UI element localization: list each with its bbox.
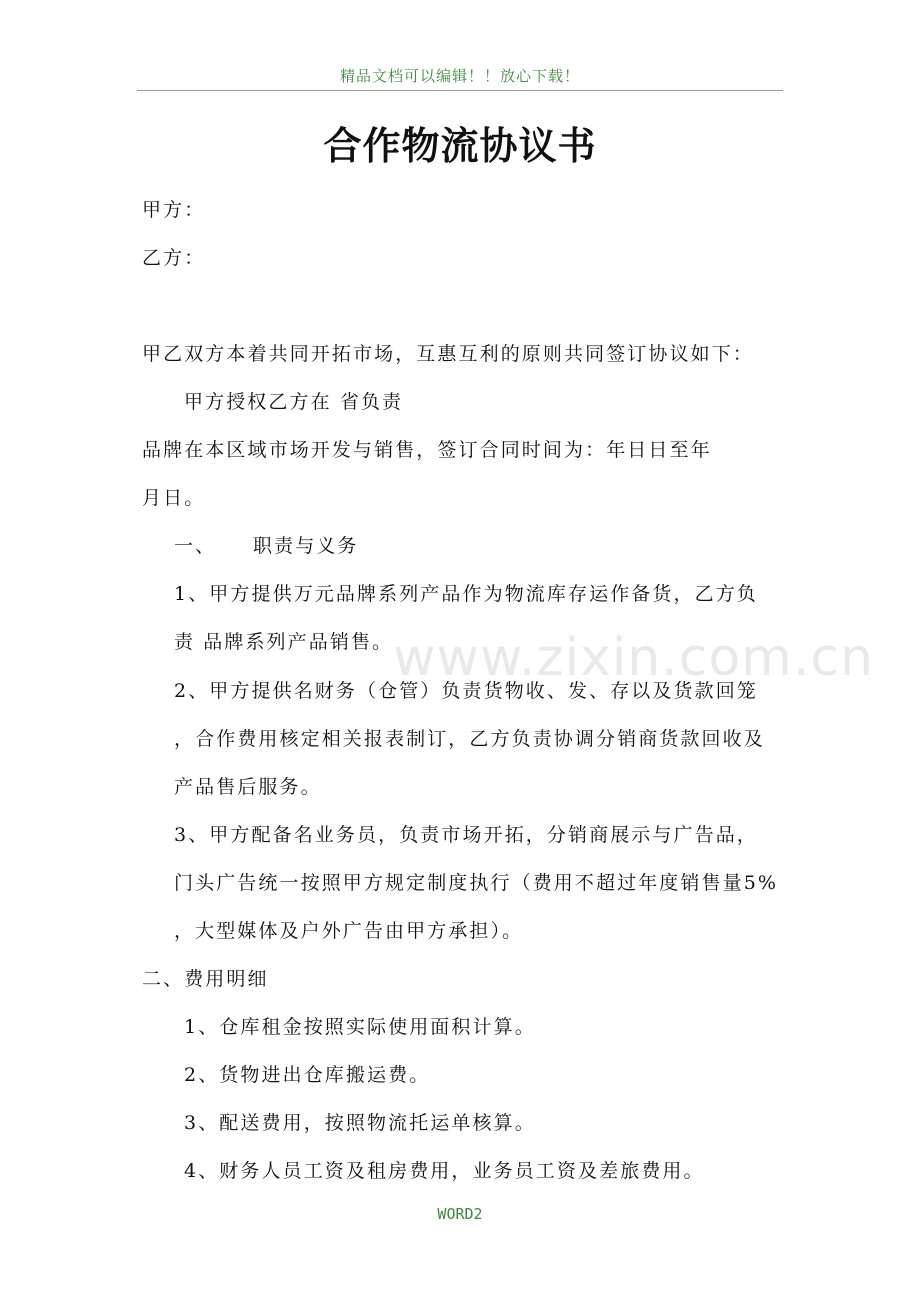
section1-item3-line2: 门头广告统一按照甲方规定制度执行（费用不超过年度销售量5% <box>174 872 779 894</box>
authorization-line-3: 月日。 <box>142 487 206 509</box>
header-text: 精品文档可以编辑！！放心下载！ <box>339 67 580 85</box>
section2-item3: 3、配送费用，按照物流托运单核算。 <box>184 1112 536 1134</box>
section1-item3-line3: ，大型媒体及户外广告由甲方承担）。 <box>174 920 524 942</box>
party-a-label: 甲方： <box>142 199 206 221</box>
document-title: 合作物流协议书 <box>323 124 597 168</box>
section1-item3-line1: 3、甲方配备名业务员，负责市场开拓，分销商展示与广告品， <box>174 824 758 846</box>
section1-item2-line3: 产品售后服务。 <box>174 776 322 798</box>
section1-item1-line1: 1、甲方提供万元品牌系列产品作为物流库存运作备货，乙方负 <box>174 583 758 605</box>
section1-number: 一、 <box>174 535 217 557</box>
section1-item1-line2: 责 品牌系列产品销售。 <box>174 631 394 653</box>
section2-item2: 2、货物进出仓库搬运费。 <box>184 1064 431 1086</box>
page-header <box>137 62 783 91</box>
section2-heading: 二、费用明细 <box>142 968 269 990</box>
page-footer <box>0 1202 920 1226</box>
section2-item1: 1、仓库租金按照实际使用面积计算。 <box>184 1016 536 1038</box>
footer-text: WORD2 <box>437 1205 483 1223</box>
watermark-text: www.zixin.com.cn <box>393 628 874 688</box>
authorization-line-2: 品牌在本区域市场开发与销售，签订合同时间为：年日日至年 <box>142 439 712 461</box>
section2-item4: 4、财务人员工资及租房费用，业务员工资及差旅费用。 <box>184 1160 705 1182</box>
section1-item2-line2: ，合作费用核定相关报表制订，乙方负责协调分销商货款回收及 <box>174 728 765 750</box>
authorization-line-1: 甲方授权乙方在 省负责 <box>184 391 404 413</box>
section1-item2-line1: 2、甲方提供名财务（仓管）负责货物收、发、存以及货款回笼 <box>174 680 758 702</box>
party-b-label: 乙方： <box>142 247 206 269</box>
section1-heading: 职责与义务 <box>253 535 359 557</box>
intro-paragraph: 甲乙双方本着共同开拓市场，互惠互利的原则共同签订协议如下： <box>142 343 754 365</box>
